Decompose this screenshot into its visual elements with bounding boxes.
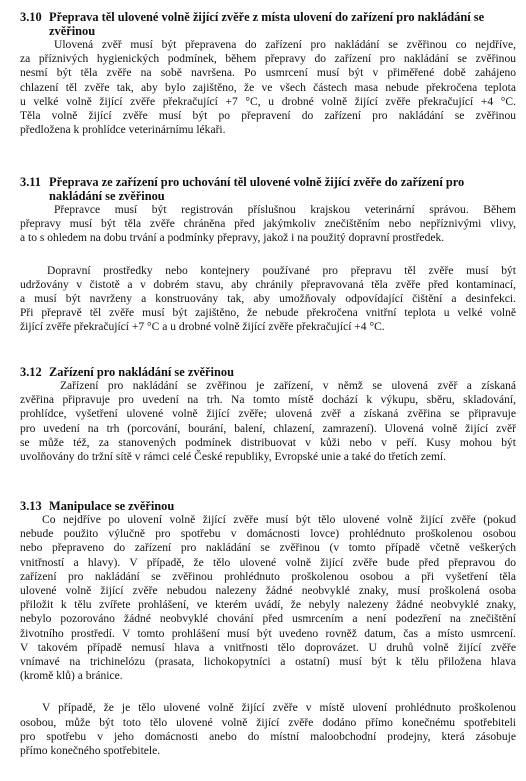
section-title-line: Manipulace se zvěřinou (49, 499, 175, 513)
section-number: 3.12 (20, 365, 42, 379)
text-line: V takovém případě nemusí hlava a vnitřnosti tělo doprovázet. U druhů volně žijící zvěře (20, 641, 516, 654)
section-3-10 (20, 10, 516, 137)
section-title-line: zvěřinou (49, 24, 96, 38)
text-line: Co nejdříve po ulovení volně žijící zvěře musí být tělo ulovené volně žijící zvěře (pokud (42, 514, 516, 526)
text-line: žijící zvěře překračující +7 °C a u drobné volně žijící zvěře překračující +4 °C. (20, 321, 385, 334)
text-line: předložena k prohlídce veterinárnímu lékaři. (20, 124, 226, 137)
text-line: zařízení pro nakládání se zvěřinou prohlédnuto proškolenou osobou a při vyšetření těla (20, 570, 516, 583)
section-number: 3.10 (20, 10, 42, 24)
text-line: a musí být navrženy a konstruovány tak, aby umožňovaly odpovídající čištění a desinfekci. (20, 293, 516, 306)
text-line: uvolňovány do tržní sítě v rámci celé České republiky, Evropské unie a také do třetích zemí. (20, 451, 447, 464)
text-line: přímo konečného spotřebitele. (20, 745, 161, 758)
text-line: Ulovená zvěř musí být přepravena do zařízení pro nakládání se zvěřinou co nejdříve, (54, 39, 516, 51)
section-number: 3.13 (20, 499, 42, 513)
section-heading (20, 499, 516, 513)
text-line: chlazení těl zvěře tak, aby bylo zajištěno, že ve všech částech masa nebude překročena teplota (20, 81, 516, 94)
text-line: Dopravní prostředky nebo kontejnery používané pro přepravu těl zvěře musí být (47, 264, 516, 277)
text-line: se může též, za stanovených podmínek distribuovat v kůži nebo v peří. Kusy mohou být (20, 436, 516, 449)
text-line: nebo přepraveno do zařízení pro nakládání se zvěřinou (v tomto případě včetně veškerých (20, 542, 516, 555)
text-line: prohlídce, vyšetření ulovené volně žijící zvěře; ulovená zvěř a získaná zvěřina se připravuje (20, 408, 516, 421)
text-line: zvěřina připravuje pro uvedení na trh. Na tomto místě dochází k výkupu, sběru, skladování, (20, 394, 516, 407)
text-line: vnitřností a hlavy). V případě, že tělo ulovené volně žijící zvěře bude před přepravou do (20, 556, 516, 569)
text-line: za příznivých hygienických podmínek, během přepravy do zařízení pro nakládání se zvěřinou (20, 53, 516, 66)
section-heading (20, 10, 516, 38)
section-title-line: nakládání se zvěřinou (49, 189, 165, 203)
text-line: udržovány v čistotě a v dobrém stavu, aby chránily přepravovaná těla zvěře před kontaminací, (20, 278, 516, 291)
text-line: osobou, může být toto tělo ulovené volně žijící zvěře dodáno přímo konečnému spotřebiteli (20, 716, 516, 729)
section-number: 3.11 (20, 175, 41, 189)
section-heading (20, 175, 516, 203)
text-line: (kromě klů) a bránice. (20, 670, 123, 683)
text-line: nebylo pozorováno žádné neobvyklé chování před usmrcením a není podezření na znečištění (20, 613, 516, 626)
paragraph (20, 203, 516, 246)
text-line: nesmí být těla zvěře na sobě navršena. Po usmrcení musí být v přiměřené době zahájeno (20, 67, 516, 80)
section-3-13 (20, 499, 516, 758)
text-line: Přepravce musí být registrován příslušnou krajskou veterinární správou. Během (54, 204, 516, 216)
paragraph (20, 513, 516, 683)
text-line: nebude použito výlučně pro spotřebu v domácnosti lovce) prohlédnuto proškolenou osobou (20, 528, 516, 541)
paragraph (20, 701, 516, 758)
text-line: pro spotřebu v jeho domácnosti anebo do místní maloobchodní prodejny, která zásobuje (20, 730, 516, 743)
section-heading (20, 365, 516, 379)
section-title-line: Přeprava těl ulovené volně žijící zvěře z místa ulovení do zařízení pro nakládání se (49, 10, 485, 24)
text-line: u velké volně žijící zvěře překračující +7 °C, u drobné volně žijící zvěře překračující +4 °C. (20, 95, 516, 108)
text-line: Při přepravě těl zvěře musí být zajištěno, že nebude překročena vnitřní teplota u velké volně (20, 307, 516, 320)
paragraph (20, 38, 516, 137)
section-3-11 (20, 175, 516, 335)
text-line: ulovené volně žijící zvěře nebudou nalezeny žádné neobvyklé znaky, musí proškolená osoba (20, 585, 516, 598)
section-3-12 (20, 365, 516, 464)
text-line: životního prostředí. V tomto prohlášení musí být uvedeno rovněž datum, čas a místo usmrcení. (20, 627, 516, 640)
paragraph (20, 379, 516, 464)
text-line: pro uvedení na trh (porcování, bourání, balení, chlazení, zamrazení). Ulovená volně žijící zvěř (20, 422, 516, 435)
section-title-line: Přeprava ze zařízení pro uchování těl ulovené volně žijící zvěře do zařízení pro (49, 175, 465, 189)
text-line: a to s ohledem na dobu trvání a podmínky přepravy, jakož i na použitý dopravní prostředek. (20, 232, 445, 245)
section-title-line: Zařízení pro nakládání se zvěřinou (49, 365, 234, 379)
text-line: vnímavé na trichinelózu (prasata, lichokopytníci a ostatní) musí být k tělu přiložena hlava (20, 656, 516, 669)
text-line: Zařízení pro nakládání se zvěřinou je zařízení, v němž se ulovená zvěř a získaná (60, 380, 516, 392)
text-line: přiložit k tělu zvířete prohlášení, ve kterém uvádí, že nebyly nalezeny žádné neobvyklé znaky, (20, 599, 516, 612)
text-line: V případě, že je tělo ulovené volně žijící zvěře v místě ulovení prohlédnuto proškolenou (42, 702, 516, 715)
text-line: Těla volně žijící zvěře musí být po přepravení do zařízení pro nakládání se zvěřinou (20, 110, 516, 123)
paragraph (20, 264, 516, 335)
text-line: přepravy musí být těla zvěře chráněna před jakýmkoliv znečištěním nebo nepříznivými vlivy, (20, 218, 516, 231)
